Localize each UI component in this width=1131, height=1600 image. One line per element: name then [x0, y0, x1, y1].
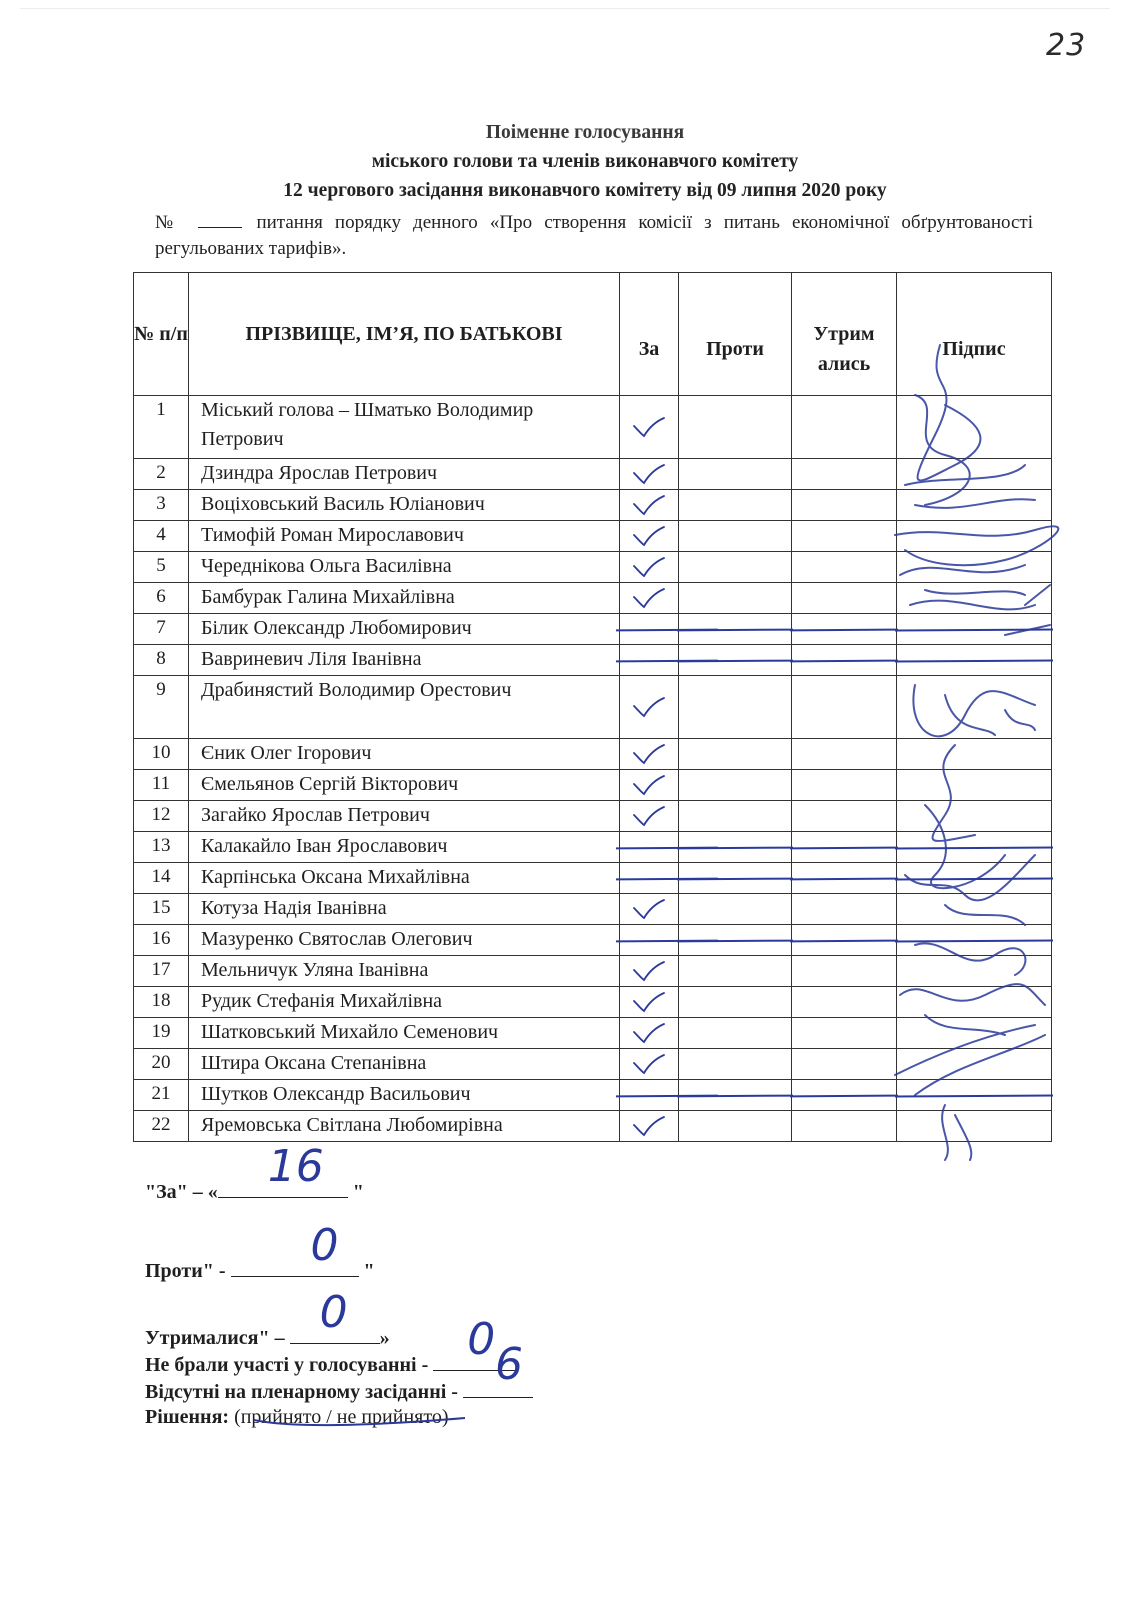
vote-za-cell: [620, 894, 679, 925]
summary-proty-label: Проти" -: [145, 1260, 226, 1282]
table-row: [134, 1080, 1052, 1111]
member-name: Шутков Олександр Васильович: [189, 1080, 620, 1111]
member-name: Калакайло Іван Ярославович: [189, 832, 620, 863]
absent-strike-line: [790, 1095, 898, 1098]
absent-strike-line: [790, 629, 898, 632]
member-name: Ємельянов Сергій Вікторович: [189, 770, 620, 801]
member-name: Дзиндра Ярослав Петрович: [189, 459, 620, 490]
question-text: питання порядку денного «Про створення комісії з питань економічної обґрунтованості регульованих тарифів».: [155, 212, 1033, 259]
vote-za-cell: [620, 801, 679, 832]
checkmark-icon: [632, 1115, 666, 1137]
vote-za-cell: [620, 925, 679, 956]
vote-proty-cell: [679, 521, 792, 552]
row-number: 14: [134, 863, 189, 894]
checkmark-icon: [632, 525, 666, 547]
vote-utr-cell: [792, 894, 897, 925]
row-number: 4: [134, 521, 189, 552]
vote-sign-cell: [897, 396, 1052, 459]
title-line-1: Поіменне голосування: [485, 122, 685, 143]
row-number: 19: [134, 1018, 189, 1049]
summary-proty: [145, 1220, 375, 1284]
vote-proty-cell: [679, 801, 792, 832]
header-name: ПРІЗВИЩЕ, ІМ’Я, ПО БАТЬКОВІ: [189, 273, 620, 396]
table-row: [134, 987, 1052, 1018]
vote-proty-cell: [679, 832, 792, 863]
row-number: 22: [134, 1111, 189, 1142]
vote-za-cell: [620, 770, 679, 801]
table-row: [134, 1111, 1052, 1142]
vote-za-cell: [620, 396, 679, 459]
summary-utr: [145, 1287, 390, 1351]
vote-proty-cell: [679, 1049, 792, 1080]
vote-proty-cell: [679, 490, 792, 521]
absent-strike-line: [677, 1095, 793, 1098]
row-number: 9: [134, 676, 189, 739]
summary-not-voting-label: Не брали участі у голосуванні -: [145, 1354, 429, 1376]
member-name: Єник Олег Ігорович: [189, 739, 620, 770]
vote-za-cell: [620, 1080, 679, 1111]
member-name: Вавриневич Ліля Іванівна: [189, 645, 620, 676]
summary-za-line: [218, 1141, 348, 1198]
summary-utr-line: [290, 1287, 380, 1344]
absent-strike-line: [895, 1094, 1053, 1097]
vote-sign-cell: [897, 645, 1052, 676]
vote-utr-cell: [792, 614, 897, 645]
vote-utr-cell: [792, 1018, 897, 1049]
title-line-3: 12 чергового засідання виконавчого комітету від 09 липня 2020 року: [283, 180, 887, 201]
vote-utr-cell: [792, 956, 897, 987]
table-row: [134, 396, 1052, 459]
vote-table: [133, 272, 1052, 1142]
member-name: Рудик Стефанія Михайлівна: [189, 987, 620, 1018]
vote-sign-cell: [897, 894, 1052, 925]
vote-sign-cell: [897, 832, 1052, 863]
vote-sign-cell: [897, 801, 1052, 832]
absent-strike-line: [790, 940, 898, 943]
absent-strike-line: [895, 877, 1053, 880]
checkmark-icon: [632, 587, 666, 609]
vote-utr-cell: [792, 676, 897, 739]
vote-sign-cell: [897, 863, 1052, 894]
absent-strike-line: [895, 659, 1053, 662]
member-name: Міський голова – Шматько Володимир Петрович: [189, 396, 620, 459]
vote-utr-cell: [792, 801, 897, 832]
vote-utr-cell: [792, 552, 897, 583]
table-row: [134, 739, 1052, 770]
table-row: [134, 801, 1052, 832]
header-proty: Проти: [679, 273, 792, 396]
vote-proty-cell: [679, 459, 792, 490]
table-row: [134, 552, 1052, 583]
vote-utr-cell: [792, 645, 897, 676]
vote-proty-cell: [679, 770, 792, 801]
checkmark-icon: [632, 1053, 666, 1075]
table-row: [134, 770, 1052, 801]
vote-proty-cell: [679, 1111, 792, 1142]
checkmark-icon: [632, 960, 666, 982]
row-number: 15: [134, 894, 189, 925]
vote-za-cell: [620, 987, 679, 1018]
vote-za-cell: [620, 1018, 679, 1049]
vote-sign-cell: [897, 583, 1052, 614]
vote-table-body: [134, 396, 1052, 1142]
vote-proty-cell: [679, 645, 792, 676]
table-row: [134, 832, 1052, 863]
vote-za-cell: [620, 1111, 679, 1142]
member-name: Білик Олександр Любомирович: [189, 614, 620, 645]
vote-proty-cell: [679, 925, 792, 956]
vote-sign-cell: [897, 552, 1052, 583]
row-number: 7: [134, 614, 189, 645]
vote-proty-cell: [679, 894, 792, 925]
row-number: 2: [134, 459, 189, 490]
vote-proty-cell: [679, 956, 792, 987]
absent-strike-line: [895, 939, 1053, 942]
vote-sign-cell: [897, 521, 1052, 552]
vote-za-cell: [620, 956, 679, 987]
absent-strike-line: [677, 629, 793, 632]
vote-proty-cell: [679, 396, 792, 459]
checkmark-icon: [632, 556, 666, 578]
row-number: 1: [134, 396, 189, 459]
vote-za-cell: [620, 521, 679, 552]
table-row: [134, 863, 1052, 894]
member-name: Бамбурак Галина Михайлівна: [189, 583, 620, 614]
table-row: [134, 490, 1052, 521]
vote-sign-cell: [897, 987, 1052, 1018]
member-name: Загайко Ярослав Петрович: [189, 801, 620, 832]
summary-proty-value: 0: [310, 1220, 339, 1271]
summary-decision-label: Рішення:: [145, 1406, 230, 1428]
vote-utr-cell: [792, 925, 897, 956]
vote-utr-cell: [792, 739, 897, 770]
vote-sign-cell: [897, 459, 1052, 490]
vote-sign-cell: [897, 1049, 1052, 1080]
row-number: 3: [134, 490, 189, 521]
vote-sign-cell: [897, 925, 1052, 956]
absent-strike-line: [895, 846, 1053, 849]
vote-za-cell: [620, 583, 679, 614]
row-number: 18: [134, 987, 189, 1018]
page-number: 23: [1046, 28, 1087, 63]
vote-utr-cell: [792, 832, 897, 863]
member-name: Мельничук Уляна Іванівна: [189, 956, 620, 987]
checkmark-icon: [632, 494, 666, 516]
vote-proty-cell: [679, 863, 792, 894]
checkmark-icon: [632, 463, 666, 485]
summary-utr-label: Утрималися" –: [145, 1327, 285, 1349]
table-row: [134, 1018, 1052, 1049]
row-number: 6: [134, 583, 189, 614]
checkmark-icon: [632, 898, 666, 920]
vote-utr-cell: [792, 1111, 897, 1142]
table-row: [134, 645, 1052, 676]
scan-edge: [20, 8, 1110, 21]
table-row: [134, 894, 1052, 925]
summary-proty-line: [231, 1220, 359, 1277]
absent-strike-line: [677, 847, 793, 850]
table-row: [134, 459, 1052, 490]
row-number: 16: [134, 925, 189, 956]
vote-sign-cell: [897, 490, 1052, 521]
vote-utr-cell: [792, 490, 897, 521]
checkmark-icon: [632, 805, 666, 827]
summary-proty-end: ": [363, 1260, 375, 1282]
vote-sign-cell: [897, 739, 1052, 770]
vote-proty-cell: [679, 552, 792, 583]
vote-utr-cell: [792, 1080, 897, 1111]
vote-proty-cell: [679, 987, 792, 1018]
agenda-question: [155, 210, 1033, 262]
summary-not-voting-value: 0: [467, 1314, 496, 1365]
table-header-row: [134, 273, 1052, 396]
title-line-2: міського голови та членів виконавчого комітету: [371, 151, 799, 172]
table-row: [134, 956, 1052, 987]
absent-strike-line: [895, 628, 1053, 631]
vote-sign-cell: [897, 1080, 1052, 1111]
question-number-blank: [198, 211, 242, 228]
vote-za-cell: [620, 490, 679, 521]
summary-absent-value: 6: [494, 1339, 523, 1390]
member-name: Котуза Надія Іванівна: [189, 894, 620, 925]
table-row: [134, 1049, 1052, 1080]
vote-utr-cell: [792, 863, 897, 894]
row-number: 17: [134, 956, 189, 987]
vote-utr-cell: [792, 583, 897, 614]
header-num: № п/п: [134, 273, 189, 396]
vote-proty-cell: [679, 614, 792, 645]
vote-utr-cell: [792, 987, 897, 1018]
vote-proty-cell: [679, 1018, 792, 1049]
vote-utr-cell: [792, 396, 897, 459]
vote-za-cell: [620, 863, 679, 894]
row-number: 12: [134, 801, 189, 832]
decision-underline-mark: [250, 1398, 470, 1428]
vote-utr-cell: [792, 770, 897, 801]
summary-za-end: ": [352, 1181, 364, 1203]
row-number: 13: [134, 832, 189, 863]
summary-utr-value: 0: [319, 1287, 348, 1338]
summary-za-value: 16: [267, 1141, 324, 1192]
member-name: Штира Оксана Степанівна: [189, 1049, 620, 1080]
table-row: [134, 925, 1052, 956]
summary-za-label: "За" – «: [145, 1181, 218, 1203]
vote-za-cell: [620, 1049, 679, 1080]
vote-utr-cell: [792, 1049, 897, 1080]
absent-strike-line: [677, 878, 793, 881]
absent-strike-line: [677, 660, 793, 663]
vote-sign-cell: [897, 956, 1052, 987]
vote-sign-cell: [897, 1018, 1052, 1049]
vote-sign-cell: [897, 770, 1052, 801]
summary-za: [145, 1141, 364, 1205]
vote-sign-cell: [897, 614, 1052, 645]
vote-za-cell: [620, 552, 679, 583]
member-name: Шатковський Михайло Семенович: [189, 1018, 620, 1049]
vote-proty-cell: [679, 739, 792, 770]
checkmark-icon: [632, 743, 666, 765]
absent-strike-line: [790, 660, 898, 663]
table-row: [134, 583, 1052, 614]
vote-za-cell: [620, 614, 679, 645]
vote-proty-cell: [679, 676, 792, 739]
checkmark-icon: [632, 416, 666, 438]
table-row: [134, 614, 1052, 645]
question-number-sign: №: [155, 212, 181, 233]
member-name: Череднікова Ольга Василівна: [189, 552, 620, 583]
checkmark-icon: [632, 696, 666, 718]
member-name: Карпінська Оксана Михайлівна: [189, 863, 620, 894]
row-number: 20: [134, 1049, 189, 1080]
member-name: Яремовська Світлана Любомирівна: [189, 1111, 620, 1142]
header-signature: Підпис: [897, 273, 1052, 396]
vote-za-cell: [620, 739, 679, 770]
vote-za-cell: [620, 645, 679, 676]
header-utr: Утрим ались: [792, 273, 897, 396]
summary-absent-label: Відсутні на пленарному засіданні -: [145, 1381, 458, 1403]
row-number: 8: [134, 645, 189, 676]
member-name: Драбинястий Володимир Орестович: [189, 676, 620, 739]
vote-proty-cell: [679, 583, 792, 614]
vote-za-cell: [620, 676, 679, 739]
summary-utr-end: »: [379, 1327, 390, 1349]
member-name: Тимофій Роман Мирославович: [189, 521, 620, 552]
vote-utr-cell: [792, 459, 897, 490]
table-row: [134, 521, 1052, 552]
member-name: Мазуренко Святослав Олегович: [189, 925, 620, 956]
vote-za-cell: [620, 832, 679, 863]
member-name: Воціховський Василь Юліанович: [189, 490, 620, 521]
absent-strike-line: [790, 878, 898, 881]
checkmark-icon: [632, 991, 666, 1013]
summary-absent-line: [463, 1339, 533, 1398]
absent-strike-line: [790, 847, 898, 850]
summary-decision-value: (прийнято / не прийнято): [234, 1406, 449, 1428]
absent-strike-line: [677, 940, 793, 943]
vote-proty-cell: [679, 1080, 792, 1111]
checkmark-icon: [632, 1022, 666, 1044]
vote-za-cell: [620, 459, 679, 490]
header-za: За: [620, 273, 679, 396]
vote-sign-cell: [897, 1111, 1052, 1142]
vote-sign-cell: [897, 676, 1052, 739]
table-row: [134, 676, 1052, 739]
row-number: 10: [134, 739, 189, 770]
row-number: 11: [134, 770, 189, 801]
row-number: 5: [134, 552, 189, 583]
row-number: 21: [134, 1080, 189, 1111]
vote-utr-cell: [792, 521, 897, 552]
checkmark-icon: [632, 774, 666, 796]
